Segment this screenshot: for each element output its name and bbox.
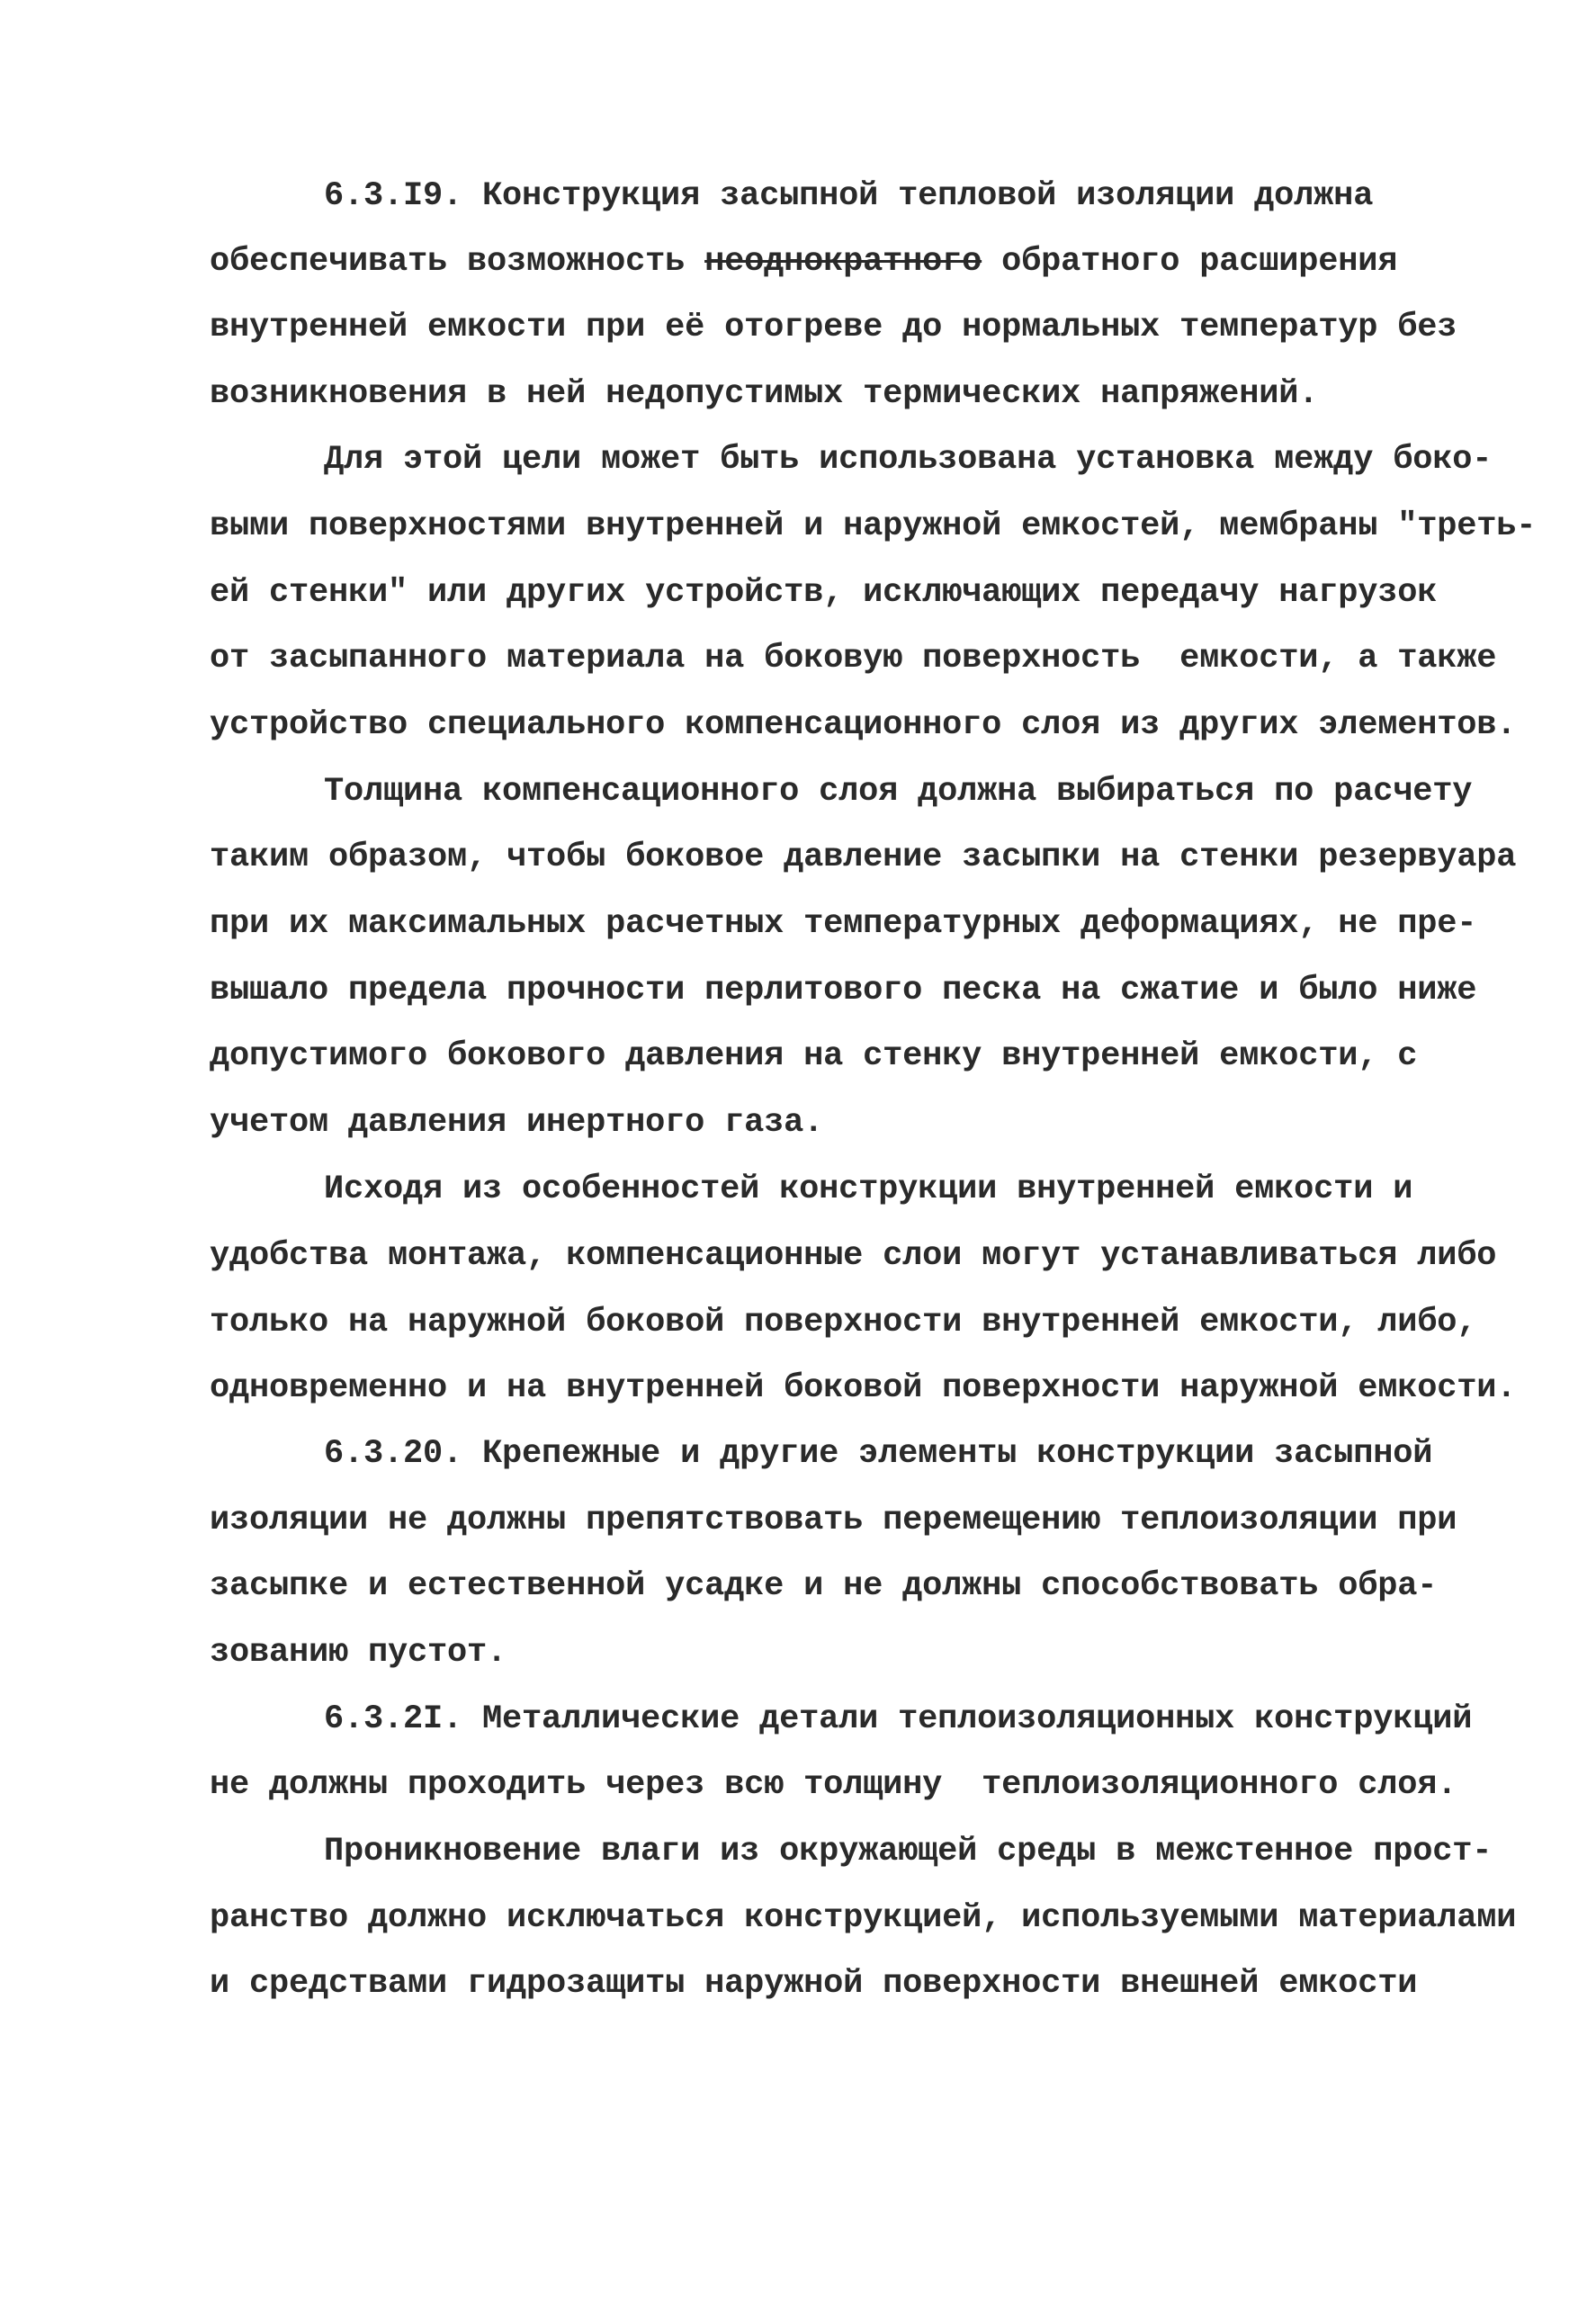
text-line: только на наружной боковой поверхности внутренней емкости, либо, xyxy=(210,1304,1477,1341)
text-line: 6.3.20. Крепежные и другие элементы конструкции засыпной xyxy=(324,1435,1433,1473)
text-line: одновременно и на внутренней боковой поверхности наружной емкости. xyxy=(210,1369,1517,1407)
text-line: выми поверхностями внутренней и наружной емкостей, мембраны "треть- xyxy=(210,507,1537,545)
text-line: ранство должно исключаться конструкцией, используемыми материалами xyxy=(210,1899,1517,1937)
text-line: Исходя из особенностей конструкции внутренней емкости и xyxy=(324,1170,1413,1208)
text-line: и средствами гидрозащиты наружной поверхности внешней емкости xyxy=(210,1965,1418,2003)
text-line: не должны проходить через всю толщину теплоизоляционного слоя. xyxy=(210,1766,1457,1804)
text-line: удобства монтажа, компенсационные слои могут устанавливаться либо xyxy=(210,1237,1497,1275)
text-line: вышало предела прочности перлитового песка на сжатие и было ниже xyxy=(210,972,1477,1009)
text-segment: обратного расширения xyxy=(982,243,1398,281)
text-line: ей стенки" или других устройств, исключающих передачу нагрузок xyxy=(210,574,1438,612)
text-line xyxy=(210,243,1398,281)
text-line: Проникновение влаги из окружающей среды в межстенное прост- xyxy=(324,1833,1493,1870)
text-line: засыпке и естественной усадке и не должны способствовать обра- xyxy=(210,1567,1438,1605)
text-line: при их максимальных расчетных температурных деформациях, не пре- xyxy=(210,905,1477,943)
text-line: Для этой цели может быть использована установка между боко- xyxy=(324,441,1493,479)
text-line: устройство специального компенсационного слоя из других элементов. xyxy=(210,706,1517,744)
text-line: допустимого бокового давления на стенку внутренней емкости, с xyxy=(210,1037,1418,1075)
text-line: зованию пустот. xyxy=(210,1634,507,1672)
text-line: учетом давления инертного газа. xyxy=(210,1104,824,1142)
text-line: 6.3.I9. Конструкция засыпной тепловой изоляции должна xyxy=(324,177,1374,215)
text-line: таким образом, чтобы боковое давление засыпки на стенки резервуара xyxy=(210,839,1517,876)
text-line: возникновения в ней недопустимых термических напряжений. xyxy=(210,375,1319,413)
text-line: изоляции не должны препятствовать перемещению теплоизоляции при xyxy=(210,1502,1457,1539)
struck-out-word: неоднократного xyxy=(704,243,982,281)
text-line: Толщина компенсационного слоя должна выбираться по расчету xyxy=(324,773,1473,811)
text-segment: обеспечивать возможность xyxy=(210,243,705,281)
text-line: 6.3.2I. Металлические детали теплоизоляционных конструкций xyxy=(324,1700,1473,1738)
text-line: внутренней емкости при её отогреве до нормальных температур без xyxy=(210,309,1457,346)
text-line: от засыпанного материала на боковую поверхность емкости, а также xyxy=(210,640,1497,677)
